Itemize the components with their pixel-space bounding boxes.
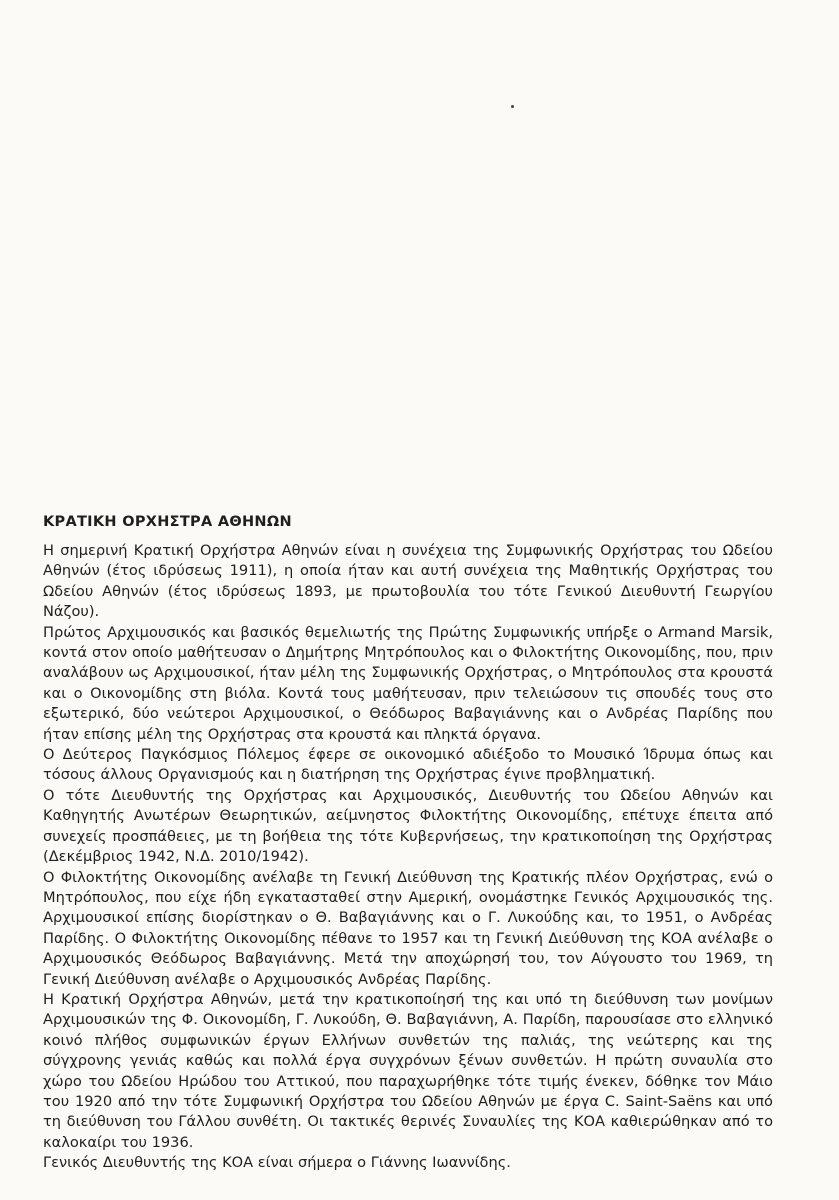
paragraph-history: Η σημερινή Κρατική Ορχήστρα Αθηνών είναι η συνέχεια της Συμφωνικής Ορχήστρας του Ωδείου Αθηνών (έτος ιδρύσεως 1911), η οποία ήταν και αυτή συνέχεια της Μαθητικής Ορχήστρας του Ωδείου Αθηνών (έτος ιδρύσεως 1893, με πρωτοβουλία του τότε Γενικού Διευθυντή Γεωργίου Νάζου). <box>43 542 773 621</box>
paragraph-current-director: Γενικός Διευθυντής της ΚΟΑ είναι σήμερα ο Γιάννης Ιωαννίδης. <box>43 1154 511 1172</box>
paragraph-nationalization: Ο τότε Διευθυντής της Ορχήστρας και Αρχιμουσικός, Διευθυντής του Ωδείου Αθηνών και Καθηγητής Ανωτέρων Θεωρητικών, αείμνηστος Φιλοκτήτης Οικονομίδης, επέτυχε έπειτα από συνεχείς προσπάθειες, με τη βοήθεια της τότε Κυβερνήσεως, την κρατικοποίηση της Ορχήστρας (Δεκέμβριος 1942, Ν.Δ. 2010/1942). <box>43 786 773 866</box>
paragraph-repertoire: Η Κρατική Ορχήστρα Αθηνών, μετά την κρατικοποίησή της και υπό τη διεύθυνση των μονίμων Αρχιμουσικών της Φ. Οικονομίδη, Γ. Λυκούδη, Θ. Βαβαγιάννη, Α. Παρίδη, παρουσίασε στο ελληνικό κοινό πλήθος συμφωνικών έργων Ελλήνων συνθετών της παλιάς, της νεώτερης και της σύγχρονης γενιάς καθώς και πολλά έργα συγχρόνων ξένων συνθετών. Η πρώτη συναυλία στο χώρο του Ωδείου Ηρώδου του Αττικού, που παραχωρήθηκε τότε τιμής ένεκεν, δόθηκε τον Μάιο του 1920 από την τότε Συμφωνική Ορχήστρα του Ωδείου Αθηνών με έργα C. Saint-Saëns και υπό τη διεύθυνση του Γάλλου συνθέτη. Οι τακτικές θερινές Συναυλίες της ΚΟΑ καθιερώθηκαν από το καλοκαίρι του 1936. <box>43 990 773 1151</box>
print-speck <box>511 105 514 108</box>
article-title: ΚΡΑΤΙΚΗ ΟΡΧΗΣΤΡΑ ΑΘΗΝΩΝ <box>43 514 292 530</box>
paragraph-first-conductor: Πρώτος Αρχιμουσικός και βασικός θεμελιωτής της Πρώτης Συμφωνικής υπήρξε ο Armand Marsik, κοντά στον οποίο μαθήτευσαν ο Δημήτρης Μητρόπουλος και ο Φιλοκτήτης Οικονομίδης, που, πριν αναλάβουν ως Αρχιμουσικοί, ήταν μέλη της Συμφωνικής Ορχήστρας, ο Μητρόπουλος στα κρουστά και ο Οικονομίδης στη βιόλα. Κοντά τους μαθήτευσαν, πριν τελειώσουν τις σπουδές τους στο εξωτερικό, δύο νεώτεροι Αρχιμουσικοί, ο Θεόδωρος Βαβαγιάννης και ο Ανδρέας Παρίδης που ήταν επίσης μέλη της Ορχήστρας στα κρουστά και πληκτά όργανα. <box>43 623 773 743</box>
paragraph-directors: Ο Φιλοκτήτης Οικονομίδης ανέλαβε τη Γενική Διεύθυνση της Κρατικής πλέον Ορχήστρας, ενώ ο Μητρόπουλος, που είχε ήδη εγκατασταθεί στην Αμερική, ονομάστηκε Γενικός Αρχιμουσικός της. Αρχιμουσικοί επίσης διορίστηκαν ο Θ. Βαβαγιάννης και ο Γ. Λυκούδης και, το 1951, ο Ανδρέας Παρίδης. Ο Φιλοκτήτης Οικονομίδης πέθανε το 1957 και τη Γενική Διεύθυνση της ΚΟΑ ανέλαβε ο Αρχιμουσικός Θεόδωρος Βαβαγιάννης. Μετά την αποχώρησή του, τον Αύγουστο του 1969, τη Γενική Διεύθυνση ανέλαβε ο Αρχιμουσικός Ανδρέας Παρίδης. <box>43 868 773 988</box>
article <box>43 511 773 1174</box>
paragraph-world-war: Ο Δεύτερος Παγκόσμιος Πόλεμος έφερε σε οικονομικό αδιέξοδο το Μουσικό Ίδρυμα όπως και τόσους άλλους Οργανισμούς και η διατήρηση της Ορχήστρας έγινε προβληματική. <box>43 746 773 784</box>
